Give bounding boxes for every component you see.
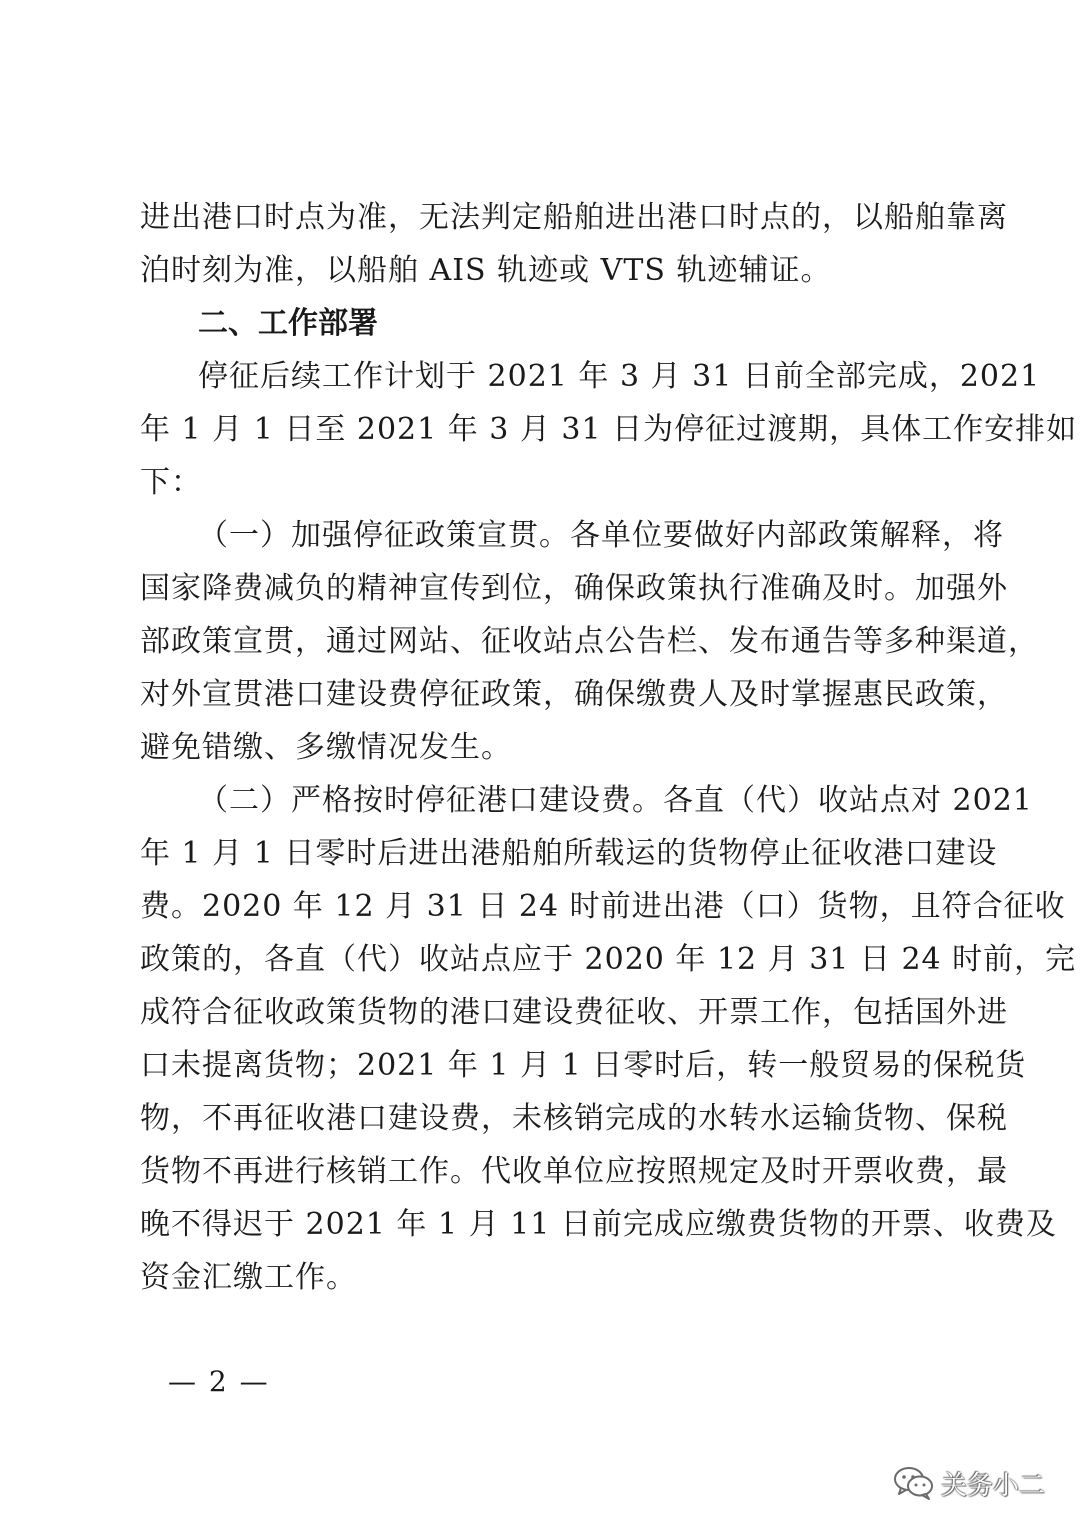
- text-line: 年 1 月 1 日零时后进出港船舶所载运的货物停止征收港口建设: [140, 836, 998, 871]
- text-line: 泊时刻为准，以船舶 AIS 轨迹或 VTS 轨迹辅证。: [140, 253, 832, 288]
- text-line: （二）严格按时停征港口建设费。各直（代）收站点对 2021: [198, 783, 1033, 818]
- text-line: 晚不得迟于 2021 年 1 月 11 日前完成应缴费货物的开票、收费及: [140, 1207, 1057, 1242]
- text-line: 费。2020 年 12 月 31 日 24 时前进出港（口）货物，且符合征收: [140, 889, 1066, 924]
- text-line: 对外宣贯港口建设费停征政策，确保缴费人及时掌握惠民政策，: [140, 677, 1008, 712]
- text-line: 口未提离货物；2021 年 1 月 1 日零时后，转一般贸易的保税货: [140, 1048, 1027, 1083]
- text-line: 国家降费减负的精神宣传到位，确保政策执行准确及时。加强外: [140, 571, 1008, 606]
- page-number: — 2 —: [168, 1365, 270, 1398]
- text-line: 停征后续工作计划于 2021 年 3 月 31 日前全部完成，2021: [198, 359, 1041, 394]
- text-line: 进出港口时点为准，无法判定船舶进出港口时点的，以船舶靠离: [140, 200, 1008, 235]
- text-line: 货物不再进行核销工作。代收单位应按照规定及时开票收费，最: [140, 1154, 1008, 1189]
- watermark: [893, 1460, 1063, 1506]
- text-line: 政策的，各直（代）收站点应于 2020 年 12 月 31 日 24 时前，完: [140, 942, 1077, 977]
- text-line: 年 1 月 1 日至 2021 年 3 月 31 日为停征过渡期，具体工作安排如: [140, 412, 1078, 447]
- text-line: 下：: [140, 465, 202, 500]
- text-line: 部政策宣贯，通过网站、征收站点公告栏、发布通告等多种渠道，: [140, 624, 1039, 659]
- text-line: 物，不再征收港口建设费，未核销完成的水转水运输货物、保税: [140, 1101, 1008, 1136]
- section-heading: 二、工作部署: [198, 306, 378, 341]
- wechat-icon: [893, 1464, 935, 1502]
- text-line: （一）加强停征政策宣贯。各单位要做好内部政策解释，将: [198, 518, 1004, 553]
- text-line: 资金汇缴工作。: [140, 1260, 357, 1295]
- watermark-label: 关务小二: [941, 1470, 1046, 1501]
- text-line: 避免错缴、多缴情况发生。: [140, 730, 512, 765]
- text-line: 成符合征收政策货物的港口建设费征收、开票工作，包括国外进: [140, 995, 1008, 1030]
